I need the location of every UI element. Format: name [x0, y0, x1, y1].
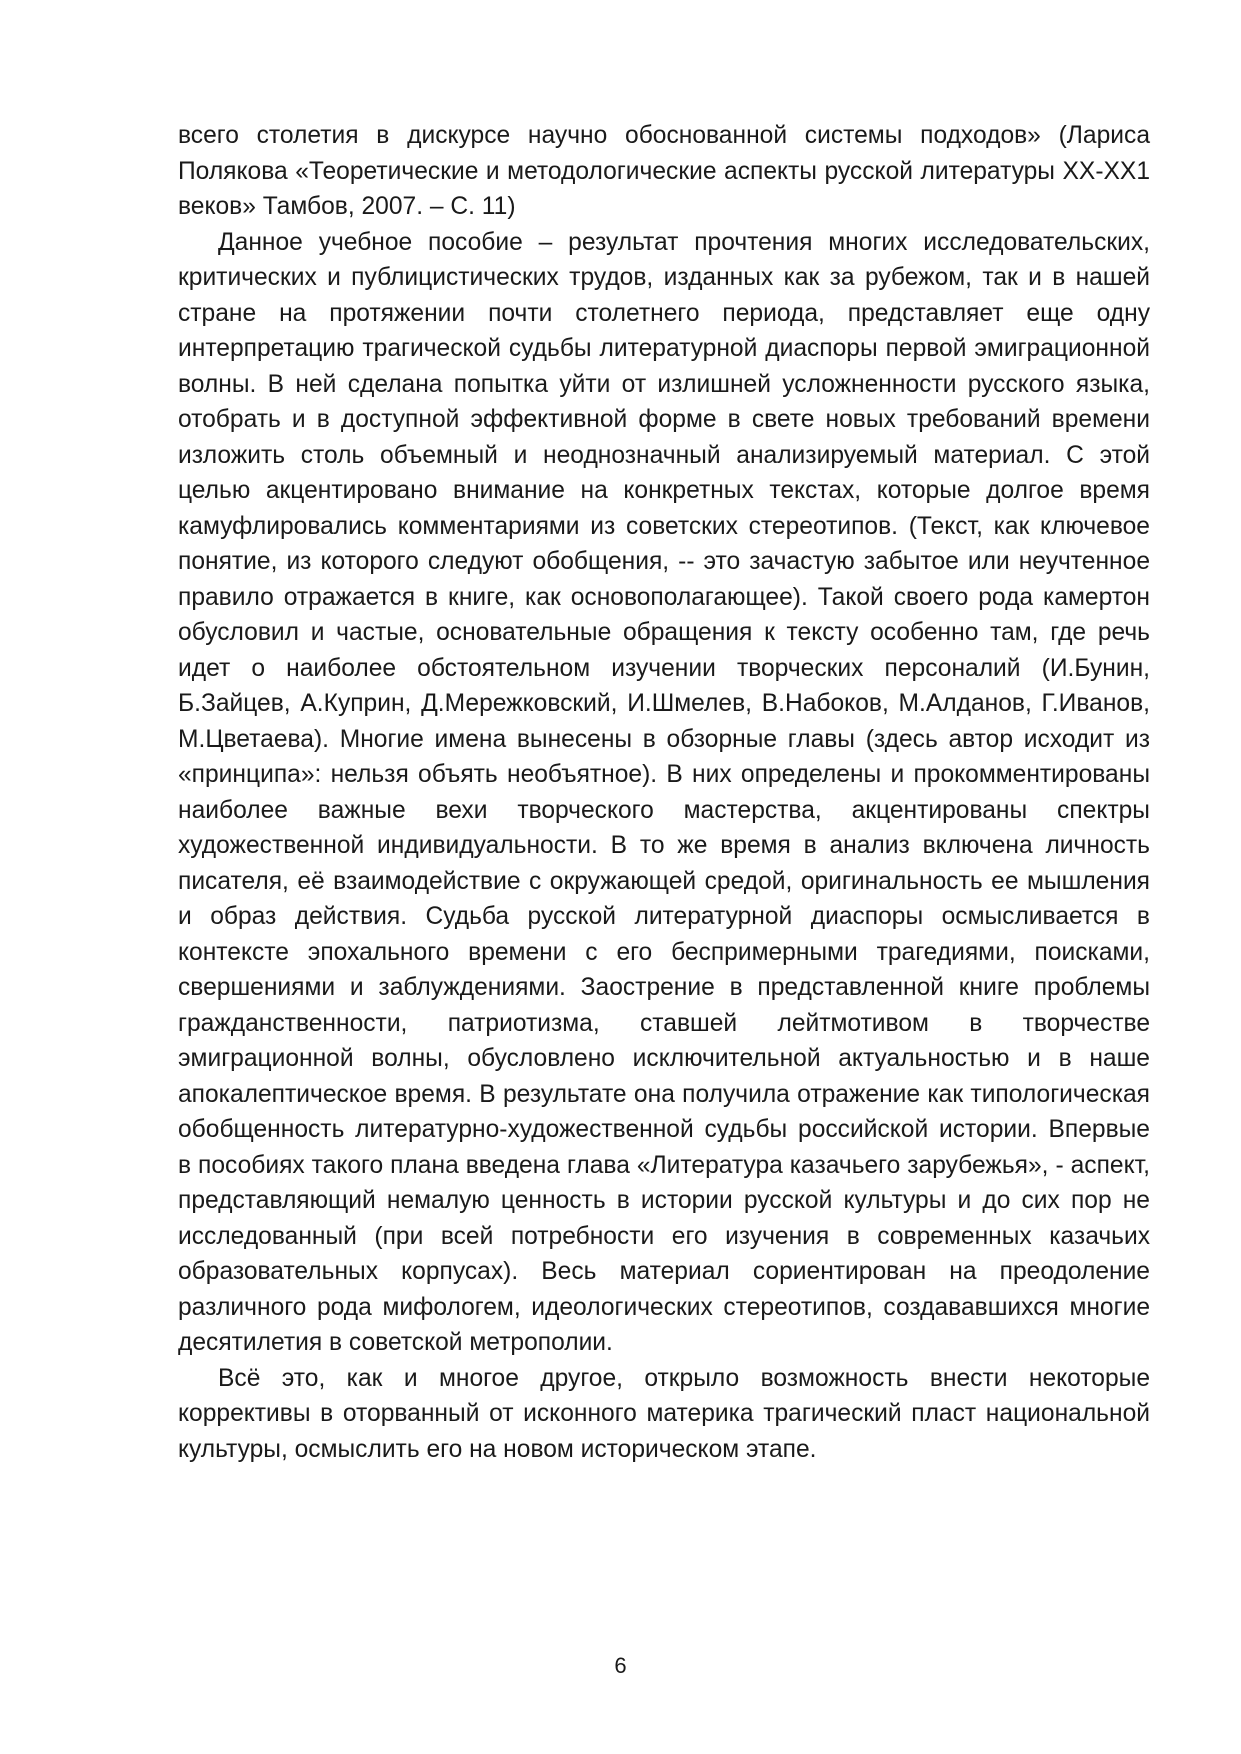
- body-text: [178, 118, 1150, 1467]
- page-number: 6: [614, 1653, 627, 1678]
- paragraph-closing: Всё это, как и многое другое, открыло возможность внести некоторые коррективы в оторванный от исконного материка трагический пласт национальной культуры, осмыслить его на новом историческом этапе.: [178, 1364, 1150, 1463]
- paragraph-main: Данное учебное пособие – результат прочтения многих исследовательских, критических и публицистических трудов, изданных как за рубежом, так и в нашей стране на протяжении почти столетнего периода, представляет еще одну интерпретацию трагической судьбы литературной диаспоры первой эмиграционной волны. В ней сделана попытка уйти от излишней усложненности русского языка, отобрать и в доступной эффективной форме в свете новых требований времени изложить столь объемный и неоднозначный анализируемый материал. С этой целью акцентировано внимание на конкретных текстах, которые долгое время камуфлировались комментариями из советских стереотипов. (Текст, как ключевое понятие, из которого следуют обобщения, -- это зачастую забытое или неучтенное правило отражается в книге, как основополагающее). Такой своего рода камертон обусловил и частые, основательные обращения к тексту особенно там, где речь идет о наиболее обстоятельном изучении творческих персоналий (И.Бунин, Б.Зайцев, А.Куприн, Д.Мережковский, И.Шмелев, В.Набоков, М.Алданов, Г.Иванов, М.Цветаева). Многие имена вынесены в обзорные главы (здесь автор исходит из «принципа»: нельзя объять необъятное). В них определены и прокомментированы наиболее важные вехи творческого мастерства, акцентированы спектры художественной индивидуальности. В то же время в анализ включена личность писателя, её взаимодействие с окружающей средой, оригинальность ее мышления и образ действия. Судьба русской литературной диаспоры осмысливается в контексте эпохального времени с его беспримерными трагедиями, поисками, свершениями и заблуждениями. Заострение в представленной книге проблемы гражданственности, патриотизма, ставшей лейтмотивом в творчестве эмиграционной волны, обусловлено исключительной актуальностью и в наше апокалептическое время. В результате она получила отражение как типологическая обобщенность литературно-художественной судьбы российской истории. Впервые в пособиях такого плана введена глава «Литература казачьего зарубежья», - аспект, представляющий немалую ценность в истории русской культуры и до сих пор не исследованный (при всей потребности его изучения в современных казачьих образовательных корпусах). Весь материал сориентирован на преодоление различного рода мифологем, идеологических стереотипов, создававшихся многие десятилетия в советской метрополии.: [178, 228, 1150, 1356]
- paragraph-continuation: всего столетия в дискурсе научно обоснованной системы подходов» (Лариса Полякова «Теоретические и методологические аспекты русской литературы XX-XX1 веков» Тамбов, 2007. – С. 11): [178, 122, 1150, 220]
